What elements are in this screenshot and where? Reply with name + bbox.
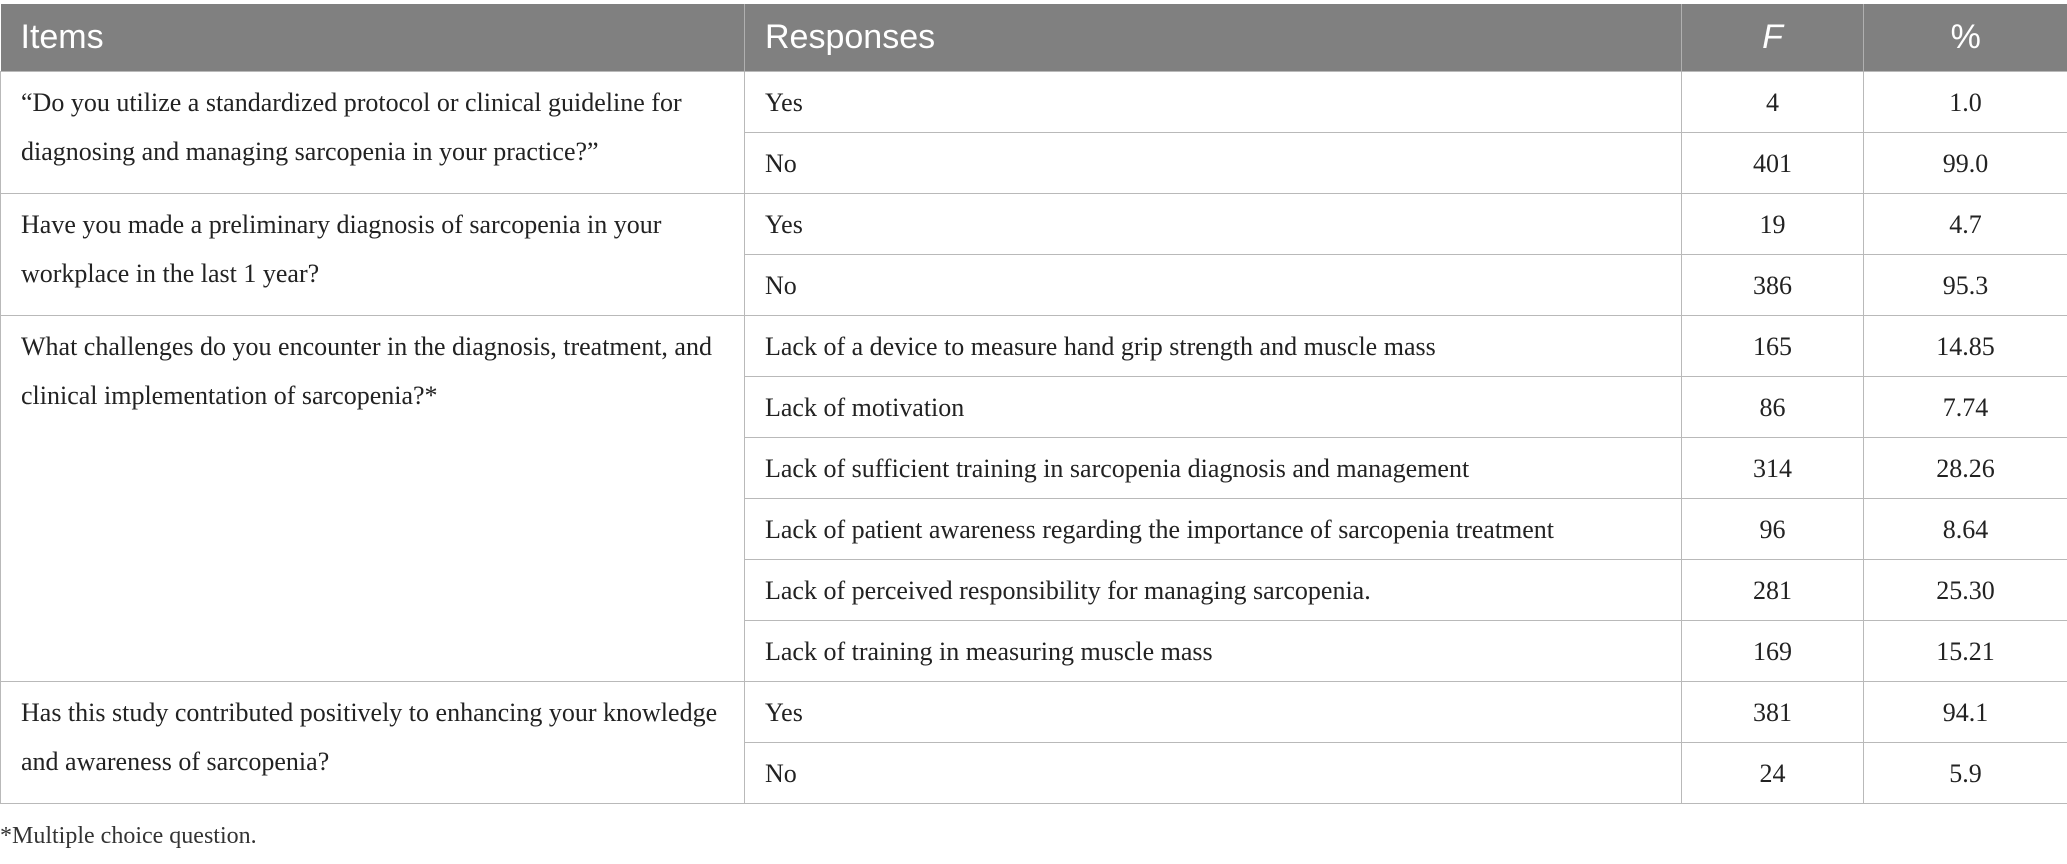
table-row (1, 194, 2067, 255)
response-cell: Lack of sufficient training in sarcopenia diagnosis and management (745, 438, 1682, 499)
frequency-cell: 386 (1682, 255, 1864, 316)
response-cell: Lack of training in measuring muscle mass (745, 621, 1682, 682)
frequency-cell: 4 (1682, 72, 1864, 133)
response-cell: Lack of a device to measure hand grip strength and muscle mass (745, 316, 1682, 377)
table-footnote: *Multiple choice question. (0, 823, 257, 849)
frequency-cell: 96 (1682, 499, 1864, 560)
response-cell: Lack of perceived responsibility for managing sarcopenia. (745, 560, 1682, 621)
response-cell: No (745, 743, 1682, 804)
response-cell: Yes (745, 72, 1682, 133)
frequency-cell: 314 (1682, 438, 1864, 499)
response-cell: No (745, 255, 1682, 316)
frequency-cell: 19 (1682, 194, 1864, 255)
percent-cell: 99.0 (1864, 133, 2067, 194)
survey-table-container (0, 4, 2067, 804)
item-question: Have you made a preliminary diagnosis of sarcopenia in your workplace in the last 1 year? (1, 194, 745, 316)
header-row (1, 4, 2067, 72)
frequency-cell: 281 (1682, 560, 1864, 621)
response-cell: Lack of motivation (745, 377, 1682, 438)
percent-cell: 7.74 (1864, 377, 2067, 438)
table-row (1, 316, 2067, 377)
response-cell: Lack of patient awareness regarding the importance of sarcopenia treatment (745, 499, 1682, 560)
percent-cell: 8.64 (1864, 499, 2067, 560)
percent-cell: 1.0 (1864, 72, 2067, 133)
table-row (1, 72, 2067, 133)
table-header (1, 4, 2067, 72)
percent-cell: 94.1 (1864, 682, 2067, 743)
response-cell: Yes (745, 194, 1682, 255)
percent-cell: 28.26 (1864, 438, 2067, 499)
frequency-cell: 401 (1682, 133, 1864, 194)
percent-cell: 4.7 (1864, 194, 2067, 255)
percent-cell: 14.85 (1864, 316, 2067, 377)
header-items: Items (1, 4, 745, 72)
table-body (1, 72, 2067, 804)
percent-cell: 25.30 (1864, 560, 2067, 621)
table-row (1, 682, 2067, 743)
survey-results-table (0, 4, 2067, 804)
response-cell: Yes (745, 682, 1682, 743)
item-question: What challenges do you encounter in the diagnosis, treatment, and clinical implementation of sarcopenia?* (1, 316, 745, 682)
frequency-cell: 165 (1682, 316, 1864, 377)
frequency-cell: 24 (1682, 743, 1864, 804)
frequency-cell: 381 (1682, 682, 1864, 743)
response-cell: No (745, 133, 1682, 194)
percent-cell: 15.21 (1864, 621, 2067, 682)
percent-cell: 95.3 (1864, 255, 2067, 316)
header-responses: Responses (745, 4, 1682, 72)
frequency-cell: 86 (1682, 377, 1864, 438)
frequency-cell: 169 (1682, 621, 1864, 682)
item-question: “Do you utilize a standardized protocol or clinical guideline for diagnosing and managing sarcopenia in your practice?” (1, 72, 745, 194)
header-frequency: F (1682, 4, 1864, 72)
header-percent: % (1864, 4, 2067, 72)
percent-cell: 5.9 (1864, 743, 2067, 804)
item-question: Has this study contributed positively to enhancing your knowledge and awareness of sarcopenia? (1, 682, 745, 804)
